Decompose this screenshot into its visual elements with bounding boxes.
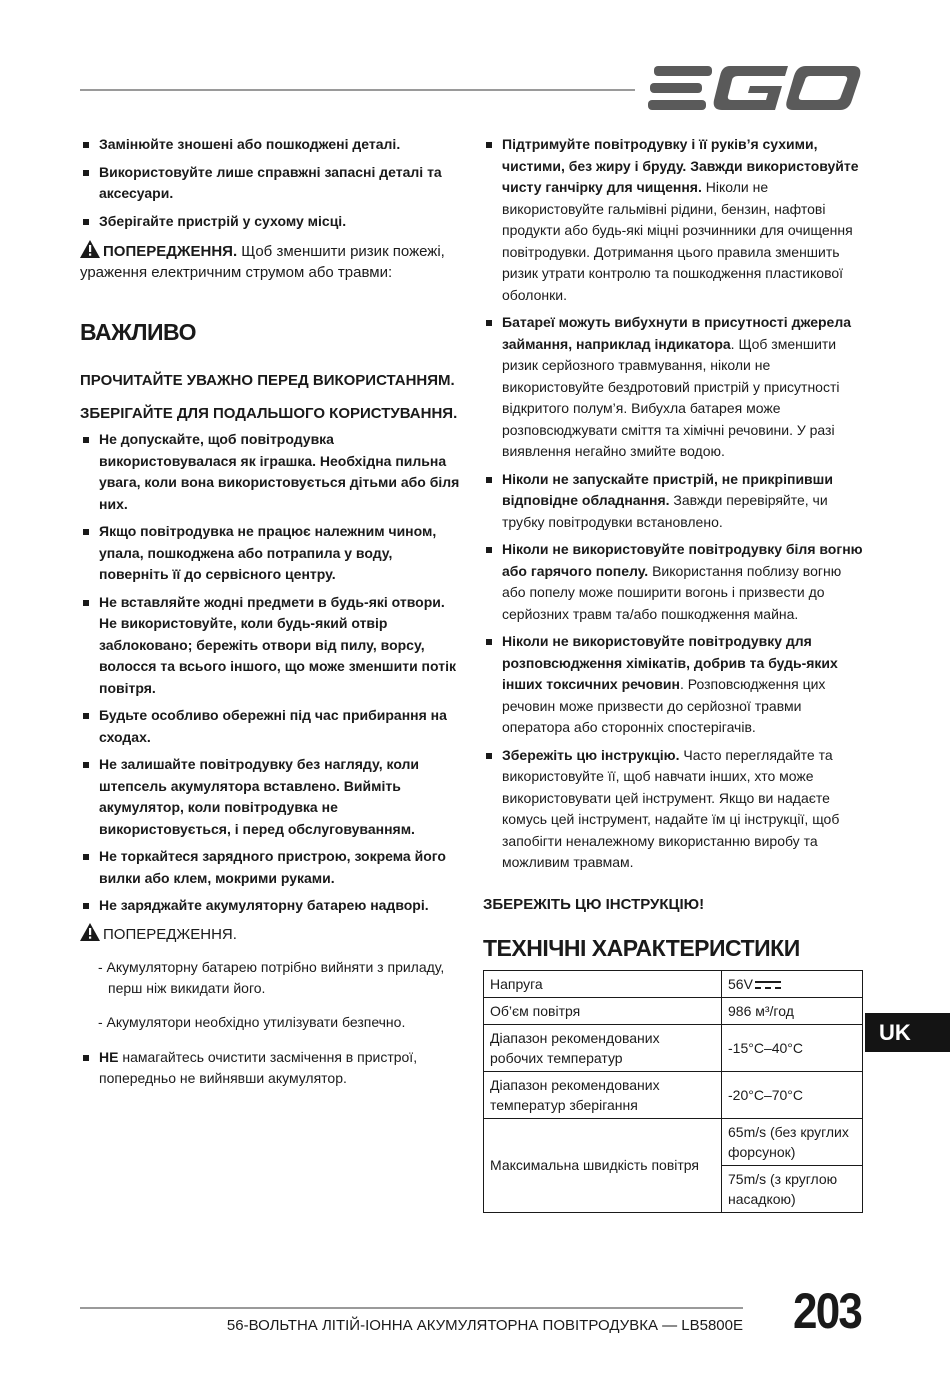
page-number: 203 [793, 1283, 862, 1339]
list-item: Батареї можуть вибухнути в присутності джерела займання, наприклад індикатора. Щоб зменшити ризик серйозного травмування, ніколи не використовуйте бездротовий пристрій у присутності відкритого полум’я. Вибухла батарея може розповсюджувати сміття та хімічні речовини. У разі виявлення негайно змийте водою. [483, 312, 865, 463]
list-item: Ніколи не використовуйте повітродувку біля вогню або гарячого попелу. Використання поблизу вогню або попелу може поширити вогонь і призвести до серйозних травм та/або пошкодження майна. [483, 539, 865, 625]
battery-dash-list [80, 957, 464, 1033]
spec-table [483, 970, 863, 1213]
spec-label: Максимальна швидкість повітря [484, 1118, 722, 1212]
section-heading: ВАЖЛИВО [80, 319, 196, 345]
keep-reference-note: ЗБЕРІГАЙТЕ ДЛЯ ПОДАЛЬШОГО КОРИСТУВАННЯ. [80, 405, 458, 422]
warning-heading: ПОПЕРЕДЖЕННЯ. [80, 923, 464, 945]
spec-label: Діапазон рекомендованих температур зберігання [484, 1071, 722, 1118]
table-row [484, 970, 863, 997]
footer-rule [80, 1307, 743, 1309]
table-row [484, 1118, 863, 1165]
dash-item: - Акумулятори необхідно утилізувати безпечно. [98, 1013, 406, 1030]
read-carefully-note: ПРОЧИТАЙТЕ УВАЖНО ПЕРЕД ВИКОРИСТАННЯМ. [80, 372, 455, 389]
save-instructions-note: ЗБЕРЕЖІТЬ ЦЮ ІНСТРУКЦІЮ! [483, 895, 705, 913]
list-item: Збережіть цю інструкцію. Часто переглядайте та використовуйте її, щоб навчати інших, хто може використовувати цей інструмент. Якщо ви надаєте комусь цей інструмент, надайте їм ці інструкції, щоб запобігти неналежному використанню виробу та можливим травмам. [483, 745, 865, 874]
list-item: Підтримуйте повітродувку і її руків’я сухими, чистими, без жиру і бруду. Завжди використовуйте чисту ганчірку для чищення. Ніколи не використовуйте гальмівні рідини, бензин, нафтові продукти або будь-які міцні розчинники для очищення повітродувки. Дотримання цього правила зменшить ризик утрати контролю та пошкодження пластикової оболонки. [483, 134, 865, 306]
right-column [483, 134, 865, 1213]
spec-value: 65m/s (без круглих форсунок) [722, 1118, 863, 1165]
list-item: Використовуйте лише справжні запасні деталі та аксесуари. [80, 162, 464, 205]
spec-value: 75m/s (з круглою насадкою) [722, 1165, 863, 1212]
list-item: Ніколи не запускайте пристрій, не прикріпивши відповідне обладнання. Завжди перевіряйте, чи трубку повітродувки встановлено. [483, 469, 865, 534]
list-item: Ніколи не використовуйте повітродувку для розповсюдження хімікатів, добрив та будь-яких інших токсичних речовин. Розповсюдження цих речовин може призвести до серйозної травми оператора або сторонніх спостерігачів. [483, 631, 865, 739]
final-bullet-list [80, 1047, 464, 1090]
language-tab: UK [865, 1013, 950, 1052]
warning-icon [80, 923, 100, 941]
safety-bullet-list [80, 429, 464, 917]
top-bullet-list [80, 134, 464, 232]
spec-value: 56V [722, 970, 863, 997]
list-item: Будьте особливо обережні під час прибирання на сходах. [80, 705, 464, 748]
table-row [484, 1071, 863, 1118]
list-item: Зберігайте пристрій у сухому місці. [80, 211, 464, 233]
left-column [80, 134, 464, 1096]
spec-value: -15°C–40°C [722, 1024, 863, 1071]
warning-icon [80, 240, 100, 258]
footer-title: 56-ВОЛЬТНА ЛІТІЙ-ІОННА АКУМУЛЯТОРНА ПОВІТРОДУВКА — LB5800E [226, 1317, 743, 1334]
list-item: НЕ намагайтесь очистити засмічення в пристрої, попередньо не вийнявши акумулятор. [80, 1047, 464, 1090]
list-item: Якщо повітродувка не працює належним чином, упала, пошкоджена або потрапила у воду, поверніть її до сервісного центру. [80, 521, 464, 586]
table-row [484, 997, 863, 1024]
spec-label: Напруга [484, 970, 722, 997]
warning-paragraph: ПОПЕРЕДЖЕННЯ. Щоб зменшити ризик пожежі, ураження електричним струмом або травми: [80, 240, 464, 283]
table-row [484, 1024, 863, 1071]
dash-item: - Акумуляторну батарею потрібно вийняти з приладу, перш ніж викидати його. [98, 958, 445, 996]
list-item: Не торкайтеся зарядного пристрою, зокрема його вилки або клем, мокрими руками. [80, 846, 464, 889]
spec-heading: ТЕХНІЧНІ ХАРАКТЕРИСТИКИ [483, 934, 800, 961]
spec-label: Об’єм повітря [484, 997, 722, 1024]
list-item: Не допускайте, щоб повітродувка використовувалася як іграшка. Необхідна пильна увага, коли вона використовується дітьми або біля них. [80, 429, 464, 515]
spec-label: Діапазон рекомендованих робочих температур [484, 1024, 722, 1071]
spec-value: -20°C–70°C [722, 1071, 863, 1118]
list-item: Замінюйте зношені або пошкоджені деталі. [80, 134, 464, 156]
spec-value: 986 м³/год [722, 997, 863, 1024]
maintenance-bullet-list [483, 134, 865, 874]
list-item: Не вставляйте жодні предмети в будь-які отвори. Не використовуйте, коли будь-який отвір заблоковано; бережіть отвори від пилу, ворсу, волосся та всього іншого, що може зменшити потік повітря. [80, 592, 464, 700]
dc-symbol-icon [755, 980, 781, 990]
list-item: Не заряджайте акумуляторну батарею надворі. [80, 895, 464, 917]
list-item: Не залишайте повітродувку без нагляду, коли штепсель акумулятора вставлено. Вийміть акумулятор, коли повітродувка не використовується, і перед обслуговуванням. [80, 754, 464, 840]
ego-logo [648, 62, 863, 114]
header-rule [80, 89, 635, 91]
